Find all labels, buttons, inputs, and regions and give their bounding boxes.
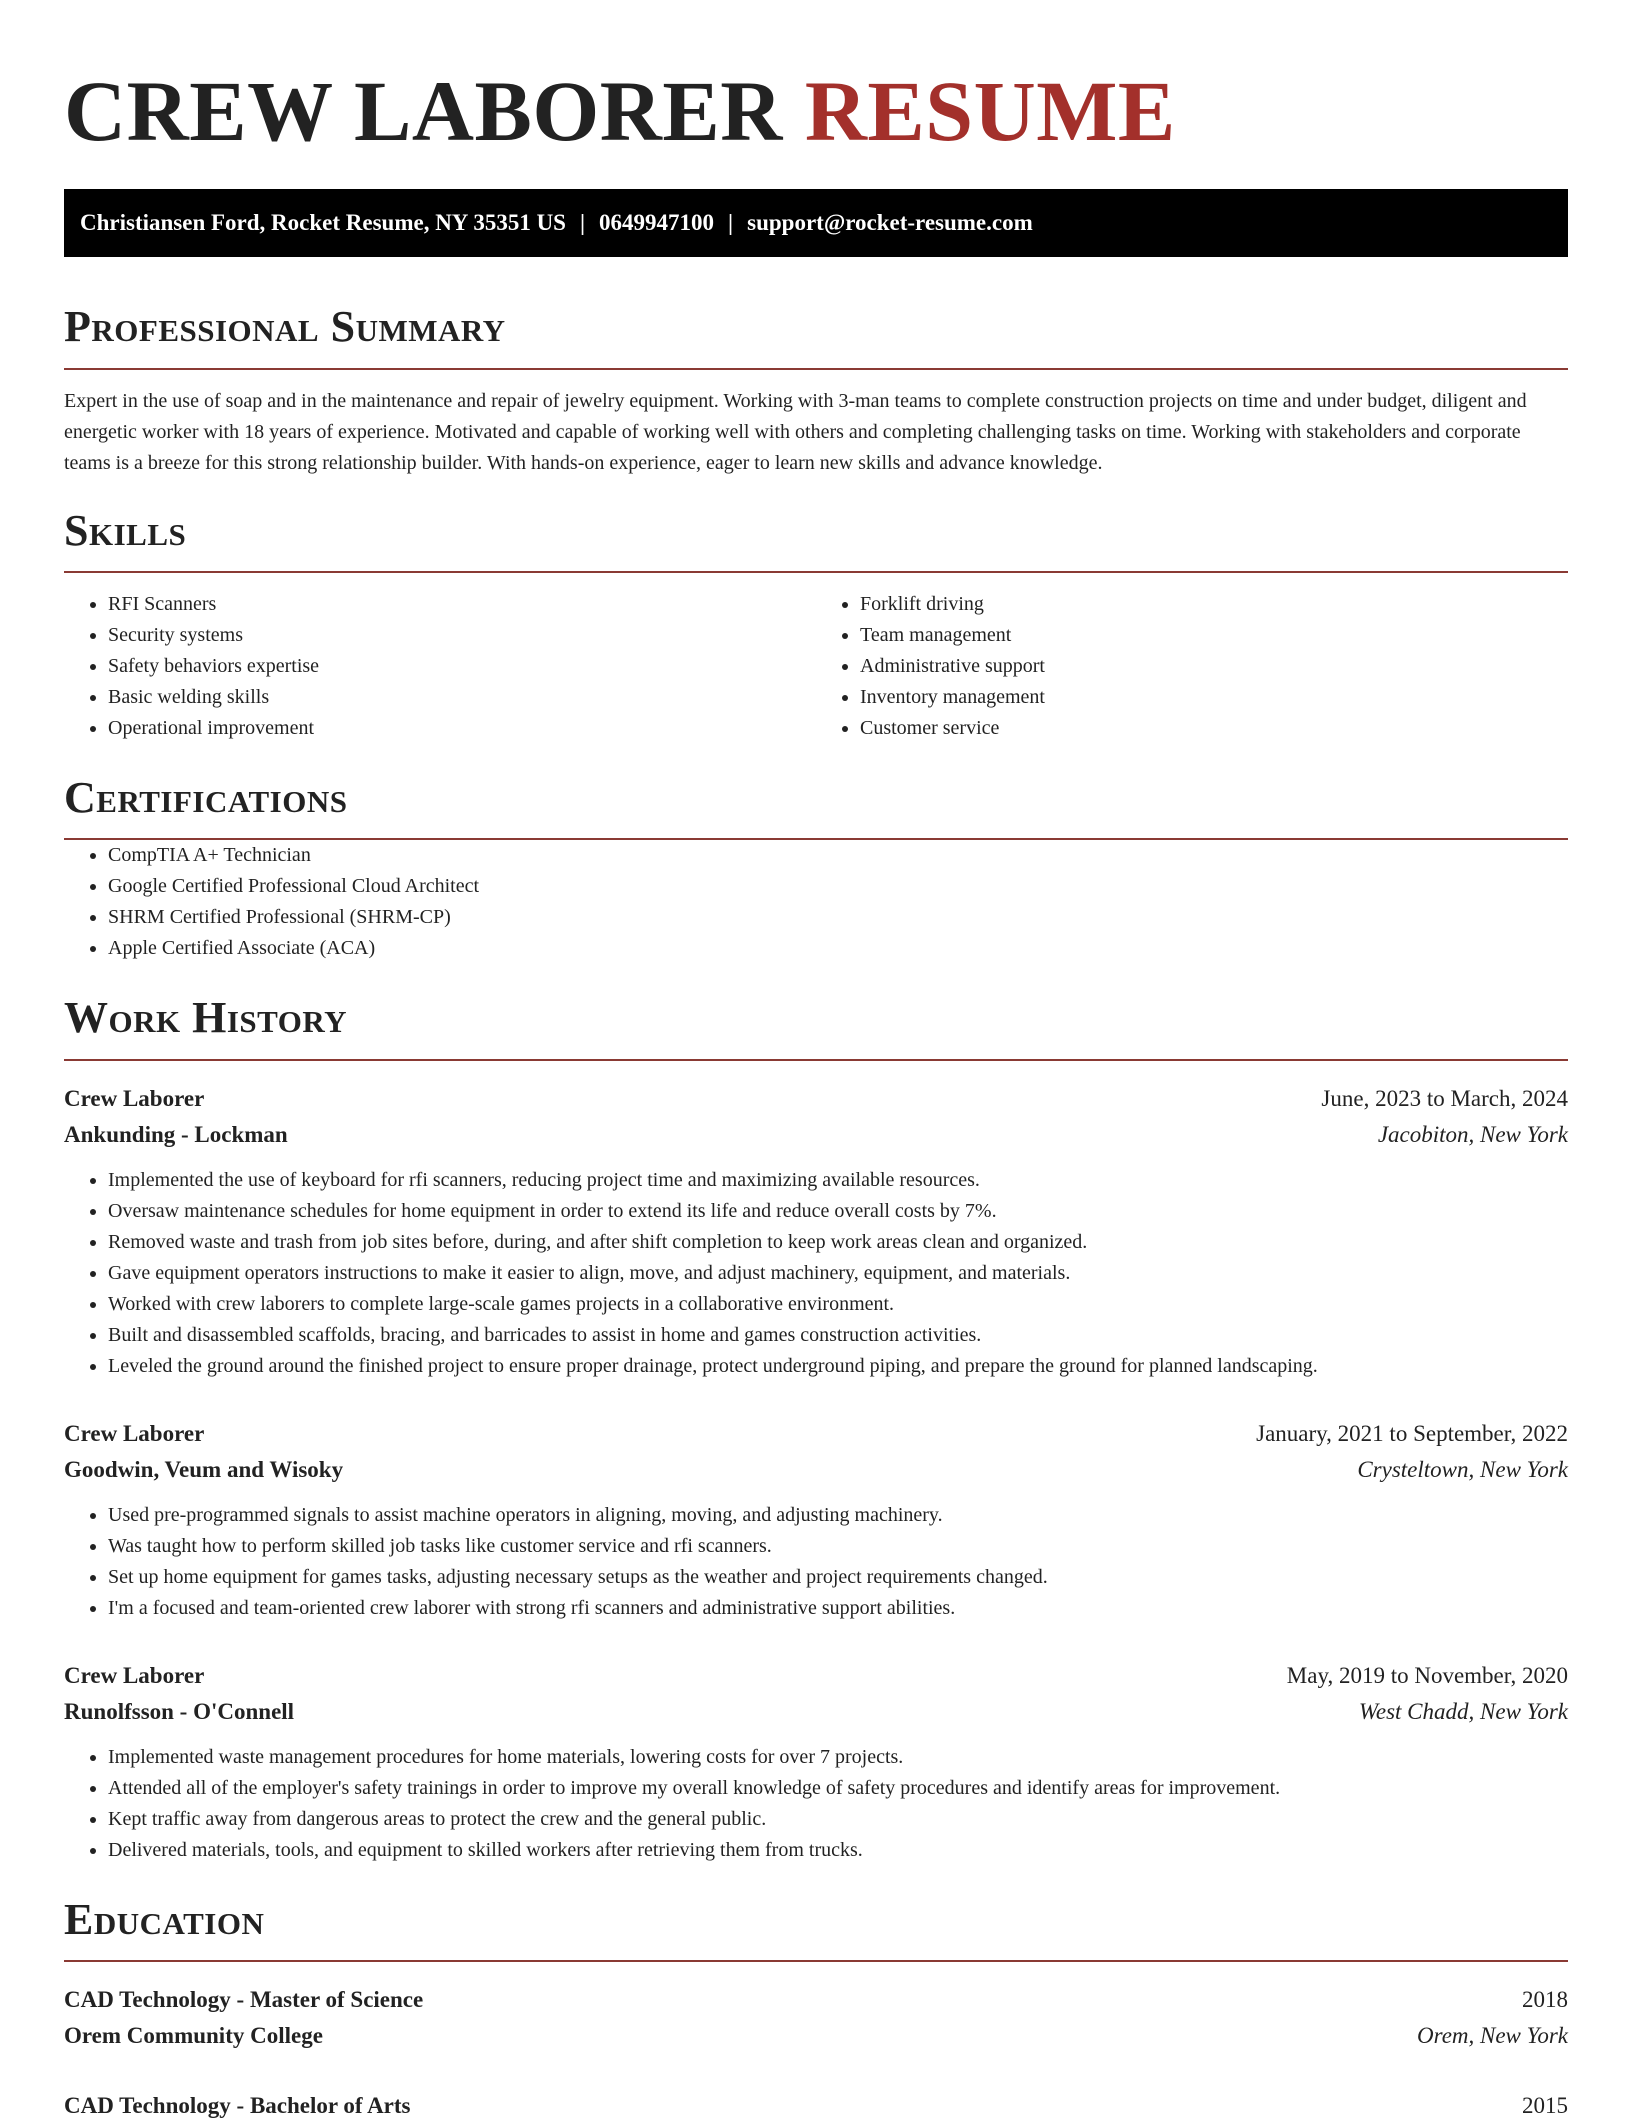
education-location: Orem, New York: [1416, 2023, 1568, 2049]
certification-item: • Apple Certified Associate (ACA): [108, 933, 1568, 964]
section-divider: [64, 571, 1568, 573]
job-title: Crew Laborer: [64, 1420, 205, 1446]
contact-separator: |: [579, 210, 586, 236]
skills-columns: [64, 589, 1568, 744]
skills-heading: Skills: [64, 505, 187, 555]
contact-phone: 0649947100: [599, 210, 715, 236]
job-title: Crew Laborer: [64, 1662, 205, 1688]
job-title: Crew Laborer: [64, 1085, 205, 1111]
skill-item: • RFI Scanners: [108, 589, 816, 620]
job-bullets: [64, 1500, 1568, 1624]
skill-item: • Administrative support: [860, 651, 1568, 682]
title-accent: RESUME: [804, 63, 1176, 159]
skill-item: • Team management: [860, 620, 1568, 651]
job-location: Jacobiton, New York: [1377, 1121, 1568, 1147]
job-bullet: • Used pre-programmed signals to assist machine operators in aligning, moving, and adjusting machinery.: [108, 1500, 1568, 1531]
skill-item: • Customer service: [860, 713, 1568, 744]
job-dates: January, 2021 to September, 2022: [1256, 1420, 1568, 1446]
job-bullet: • Implemented waste management procedures for home materials, lowering costs for over 7 projects.: [108, 1742, 1568, 1773]
skill-item: • Forklift driving: [860, 589, 1568, 620]
summary-text: Expert in the use of soap and in the maintenance and repair of jewelry equipment. Working with 3-man teams to complete construction projects on time and under budget, diligent and energetic worker with 18 years of experience. Motivated and capable of working well with others and completing challenging tasks on time. Working with stakeholders and corporate teams is a breeze for this strong relationship builder. With hands-on experience, eager to learn new skills and advance knowledge.: [64, 389, 1527, 474]
job-bullet: • Attended all of the employer's safety trainings in order to improve my overall knowledge of safety procedures and identify areas for improvement.: [108, 1773, 1568, 1804]
education-heading: Education: [64, 1894, 265, 1944]
work-history-heading: Work History: [64, 993, 348, 1043]
title-main: CREW LABORER: [64, 63, 783, 159]
job-bullet: • Worked with crew laborers to complete large-scale games projects in a collaborative environment.: [108, 1289, 1568, 1320]
contact-address: Christiansen Ford, Rocket Resume, NY 35351 US: [80, 210, 566, 236]
skills-list-left: [64, 589, 816, 744]
job-bullet: • Set up home equipment for games tasks, adjusting necessary setups as the weather and project requirements changed.: [108, 1562, 1568, 1593]
education-year: 2015: [1522, 2093, 1568, 2119]
contact-bar: [64, 189, 1568, 257]
job-bullets: [64, 1165, 1568, 1382]
skill-item: • Inventory management: [860, 682, 1568, 713]
job-bullet: • Built and disassembled scaffolds, bracing, and barricades to assist in home and games construction activities.: [108, 1320, 1568, 1351]
skills-list-right: [816, 589, 1568, 744]
education-entry: [64, 1982, 1568, 2054]
job-bullet: • Removed waste and trash from job sites before, during, and after shift completion to keep work areas clean and organized.: [108, 1227, 1568, 1258]
job-company: Runolfsson - O'Connell: [64, 1698, 295, 1724]
education-degree: CAD Technology - Master of Science: [64, 1987, 424, 2013]
job-entry: [64, 1081, 1568, 1382]
education-entry: [64, 2088, 1568, 2124]
education-year: 2018: [1522, 1987, 1568, 2013]
certification-item: • CompTIA A+ Technician: [108, 840, 1568, 871]
education-degree: CAD Technology - Bachelor of Arts: [64, 2093, 411, 2119]
section-divider: [64, 1059, 1568, 1061]
job-entry: [64, 1416, 1568, 1624]
summary-heading: Professional Summary: [64, 302, 506, 352]
job-company: Goodwin, Veum and Wisoky: [64, 1456, 344, 1482]
job-company: Ankunding - Lockman: [64, 1121, 288, 1147]
job-bullet: • Kept traffic away from dangerous areas to protect the crew and the general public.: [108, 1804, 1568, 1835]
section-divider: [64, 368, 1568, 370]
job-bullet: • Oversaw maintenance schedules for home equipment in order to extend its life and reduce overall costs by 7%.: [108, 1196, 1568, 1227]
certification-item: • SHRM Certified Professional (SHRM-CP): [108, 902, 1568, 933]
job-location: West Chadd, New York: [1358, 1698, 1568, 1724]
job-bullet: • I'm a focused and team-oriented crew laborer with strong rfi scanners and administrative support abilities.: [108, 1593, 1568, 1624]
certifications-heading: Certifications: [64, 772, 348, 822]
skill-item: • Basic welding skills: [108, 682, 816, 713]
section-divider: [64, 1960, 1568, 1962]
job-dates: June, 2023 to March, 2024: [1321, 1085, 1568, 1111]
job-location: Crysteltown, New York: [1357, 1456, 1568, 1482]
education-school: Orem Community College: [64, 2023, 323, 2049]
job-bullet: • Gave equipment operators instructions to make it easier to align, move, and adjust machinery, equipment, and materials.: [108, 1258, 1568, 1289]
certifications-list: [64, 840, 1568, 964]
job-entry: [64, 1658, 1568, 1866]
skill-item: • Security systems: [108, 620, 816, 651]
certification-item: • Google Certified Professional Cloud Architect: [108, 871, 1568, 902]
skill-item: • Operational improvement: [108, 713, 816, 744]
resume-title: [64, 60, 1568, 163]
job-bullet: • Implemented the use of keyboard for rfi scanners, reducing project time and maximizing available resources.: [108, 1165, 1568, 1196]
contact-separator: |: [728, 210, 734, 236]
skill-item: • Safety behaviors expertise: [108, 651, 816, 682]
job-dates: May, 2019 to November, 2020: [1286, 1662, 1568, 1688]
contact-email: support@rocket-resume.com: [747, 210, 1033, 236]
job-bullets: [64, 1742, 1568, 1866]
job-bullet: • Delivered materials, tools, and equipment to skilled workers after retrieving them from trucks.: [108, 1835, 1568, 1866]
job-bullet: • Leveled the ground around the finished project to ensure proper drainage, protect underground piping, and prepare the ground for planned landscaping.: [108, 1351, 1568, 1382]
job-bullet: • Was taught how to perform skilled job tasks like customer service and rfi scanners.: [108, 1531, 1568, 1562]
